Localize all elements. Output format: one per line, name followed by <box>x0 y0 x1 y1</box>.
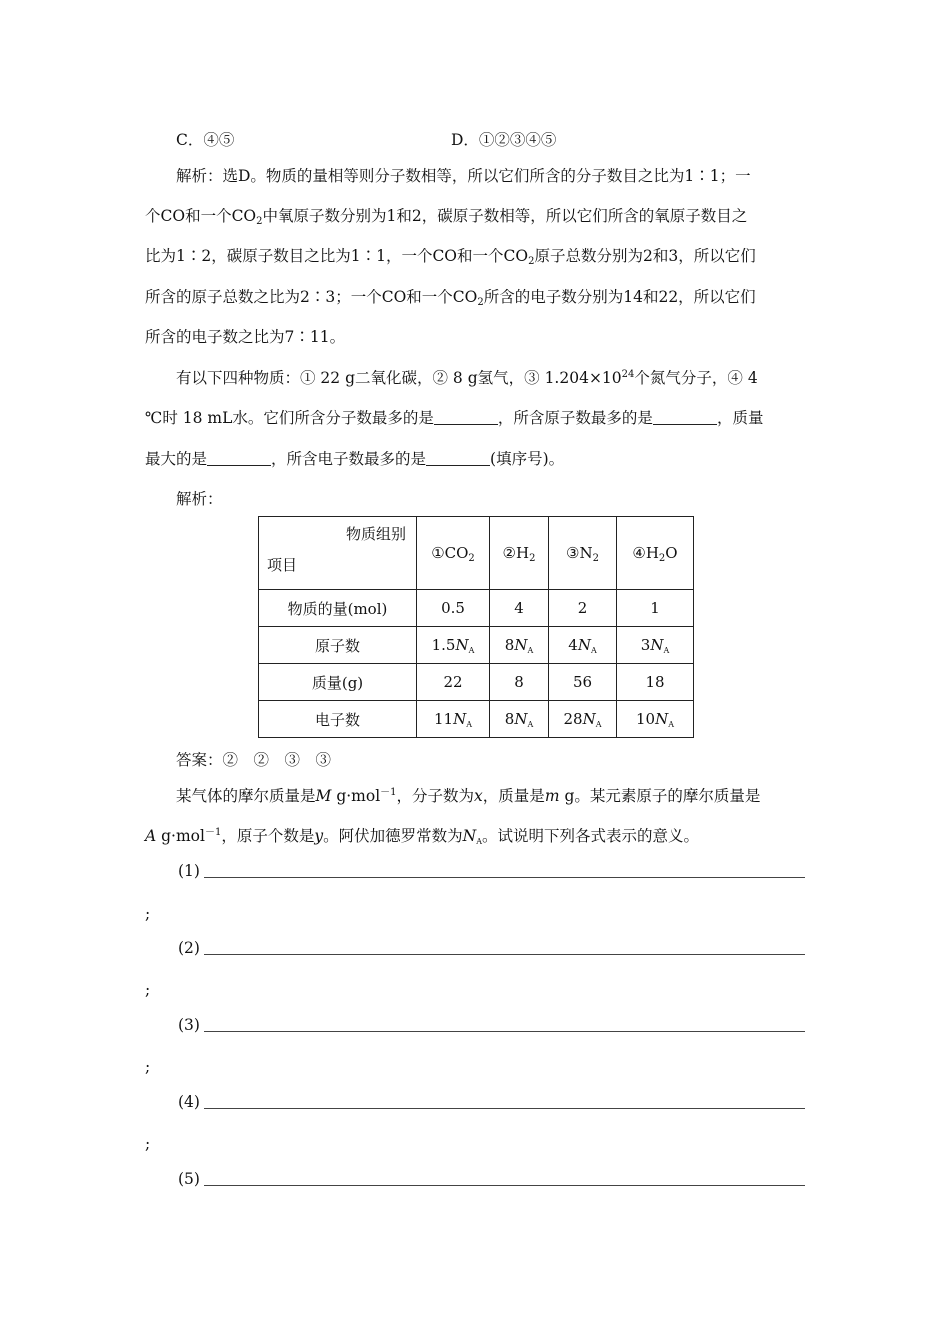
question2-line-2: ℃时 18 mL水。它们所含分子数最多的是 ，所含原子数最多的是 ，质量 <box>145 409 764 427</box>
table-cell: $3N_A$ <box>617 627 694 664</box>
option-d: D．①②③④⑤ <box>451 131 557 149</box>
answer-blank-4[interactable] <box>426 451 490 466</box>
table-cell: $4N_A$ <box>549 627 617 664</box>
answer-line: 答案：② ② ③ ③ <box>176 751 332 769</box>
column-header: $④H_2O$ <box>617 517 694 590</box>
table-cell: 8 <box>490 664 549 701</box>
item-label-4: (4) <box>178 1093 200 1111</box>
table-row <box>259 664 694 701</box>
row-label: 质量(g) <box>259 664 417 701</box>
item-label-2: (2) <box>178 939 200 957</box>
item-end-1: ; <box>145 905 151 923</box>
table-cell: $28N_A$ <box>549 701 617 738</box>
header-bottom-label: 项目 <box>267 556 298 574</box>
header-corner-cell <box>259 517 417 590</box>
table-cell: 18 <box>617 664 694 701</box>
analysis-label: 解析： <box>176 490 223 508</box>
column-header: $③N_2$ <box>549 517 617 590</box>
table-row <box>259 701 694 738</box>
row-label: 原子数 <box>259 627 417 664</box>
option-c: C．④⑤ <box>176 131 235 149</box>
analysis-line-4: 所含的原子总数之比为2∶3；一个CO和一个$CO_2$所含的电子数分别为14和22，所以它们 <box>145 288 756 308</box>
item-label-5: (5) <box>178 1170 200 1188</box>
item-label-1: (1) <box>178 862 200 880</box>
answer-line-3[interactable] <box>204 1030 805 1032</box>
item-end-3: ; <box>145 1058 151 1076</box>
table-cell: 1 <box>617 590 694 627</box>
table-header-row <box>259 517 694 590</box>
column-header: $②H_2$ <box>490 517 549 590</box>
answer-blank-3[interactable] <box>207 451 271 466</box>
question2-line-1: 有以下四种物质：① 22 g二氧化碳，② 8 g氢气，③ $1.204\times 10^{24}$个氮气分子，④ 4 <box>176 369 758 387</box>
answer-line-4[interactable] <box>204 1107 805 1109</box>
analysis-line-1: 解析：选D。物质的量相等则分子数相等，所以它们所含的分子数目之比为1∶1；一 <box>176 167 751 185</box>
table-cell: 2 <box>549 590 617 627</box>
row-label: 物质的量(mol) <box>259 590 417 627</box>
data-table <box>258 516 694 738</box>
question3-line-1: 某气体的摩尔质量是M g·mol$^{-1}$，分子数为x，质量是m g。某元素原子的摩尔质量是 <box>176 787 761 805</box>
table-cell: 0.5 <box>417 590 490 627</box>
table-cell: $8N_A$ <box>490 701 549 738</box>
question2-line-3: 最大的是 ，所含电子数最多的是 (填序号)。 <box>145 450 565 468</box>
analysis-line-3: 比为1∶2，碳原子数目之比为1∶1，一个CO和一个$CO_2$原子总数分别为2和3，所以它们 <box>145 247 756 267</box>
answer-blank-2[interactable] <box>653 410 717 425</box>
item-label-3: (3) <box>178 1016 200 1034</box>
analysis-line-2: 个CO和一个$CO_2$中氧原子数分别为1和2，碳原子数相等，所以它们所含的氧原子数目之 <box>145 207 748 227</box>
table-cell: $1.5N_A$ <box>417 627 490 664</box>
table-row <box>259 627 694 664</box>
table-cell: 4 <box>490 590 549 627</box>
table-cell: 22 <box>417 664 490 701</box>
analysis-line-5: 所含的电子数之比为7∶11。 <box>145 328 346 346</box>
table-cell: $11N_A$ <box>417 701 490 738</box>
answer-line-5[interactable] <box>204 1184 805 1186</box>
answer-line-1[interactable] <box>204 876 805 878</box>
table-cell: 56 <box>549 664 617 701</box>
answer-line-2[interactable] <box>204 953 805 955</box>
item-end-2: ; <box>145 981 151 999</box>
answer-blank-1[interactable] <box>434 410 498 425</box>
item-end-4: ; <box>145 1135 151 1153</box>
table-row <box>259 590 694 627</box>
header-top-label: 物质组别 <box>345 525 406 543</box>
column-header: $①CO_2$ <box>417 517 490 590</box>
table-cell: $10N_A$ <box>617 701 694 738</box>
table-cell: $8N_A$ <box>490 627 549 664</box>
question3-line-2: A g·mol$^{-1}$，原子个数是y。阿伏加德罗常数为$N_A$。试说明下列各式表示的意义。 <box>145 827 699 846</box>
row-label: 电子数 <box>259 701 417 738</box>
